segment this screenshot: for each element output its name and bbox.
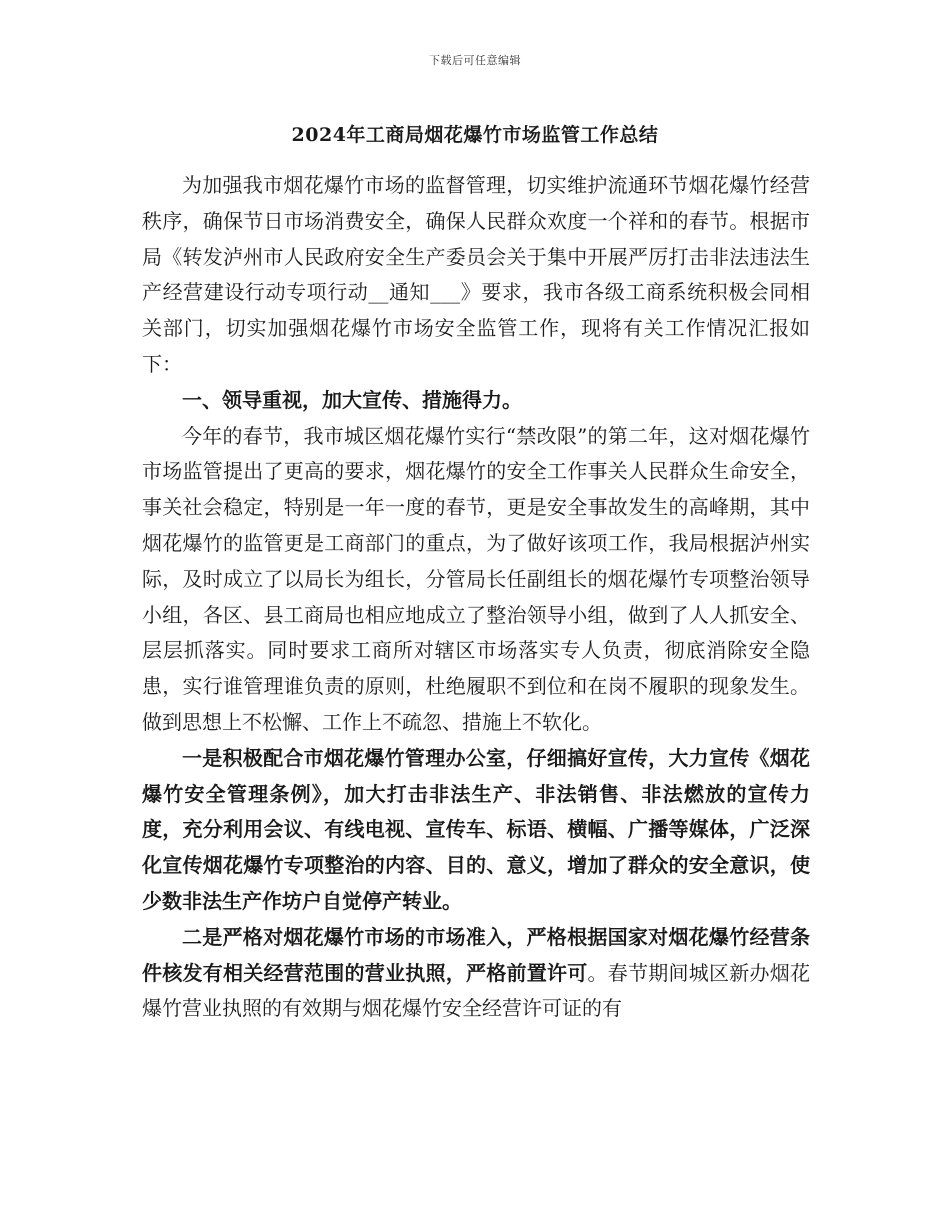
section-heading: 一、领导重视，加大宣传、措施得力。 bbox=[182, 387, 522, 412]
section-paragraph: 今年的春节，我市城区烟花爆竹实行“禁改限”的第二年，这对烟花爆竹市场监管提出了更高的要求，烟花爆竹的安全工作事关人民群众生命安全，事关社会稳定，特别是一年一度的春节，更是安全事故发生的高峰期，其中烟花爆竹的监管更是工商部门的重点，为了做好该项工作，我局根据泸州实际，及时成立了以局长为组长，分管局长任副组长的烟花爆竹专项整治领导小组，各区、县工商局也相应地成立了整治领导小组，做到了人人抓安全、层层抓落实。同时要求工商所对辖区市场落实专人负责，彻底消除安全隐患，实行谁管理谁负责的原则，杜绝履职不到位和在岗不履职的现象发生。做到思想上不松懈、工作上不疏忽、措施上不软化。 bbox=[142, 423, 810, 734]
point-two-regular-text: 。春节期间城区新办烟花爆竹营业执照的有效期与烟花爆竹安全经营许可证的有 bbox=[142, 960, 810, 1021]
point-one-paragraph: 一是积极配合市烟花爆竹管理办公室，仔细搞好宣传，大力宣传《烟花爆竹安全管理条例》，加大打击非法生产、非法销售、非法燃放的宣传力度，充分利用会议、有线电视、宣传车、标语、横幅、广播等媒体，广泛深化宣传烟花爆竹专项整治的内容、目的、意义，增加了群众的安全意识，使少数非法生产作坊户自觉停产转业。 bbox=[142, 745, 810, 913]
point-two-bold-text: 二是严格对烟花爆竹市场的市场准入，严格根据国家对烟花爆竹经营条件核发有相关经营范围的营业执照，严格前置许可 bbox=[142, 924, 810, 985]
header-note: 下载后可任意编辑 bbox=[429, 54, 521, 67]
document-body bbox=[142, 168, 810, 1027]
intro-paragraph: 为加强我市烟花爆竹市场的监督管理，切实维护流通环节烟花爆竹经营秩序，确保节日市场消费安全，确保人民群众欢度一个祥和的春节。根据市局《转发泸州市人民政府安全生产委员会关于集中开展严厉打击非法违法生产经营建设行动专项行动__通知___》要求，我市各级工商系统积极会同相关部门，切实加强烟花爆竹市场安全监管工作，现将有关工作情况汇报如下： bbox=[142, 173, 810, 376]
document-title: 2024年工商局烟花爆竹市场监管工作总结 bbox=[291, 124, 659, 146]
point-two-paragraph bbox=[142, 920, 810, 1027]
